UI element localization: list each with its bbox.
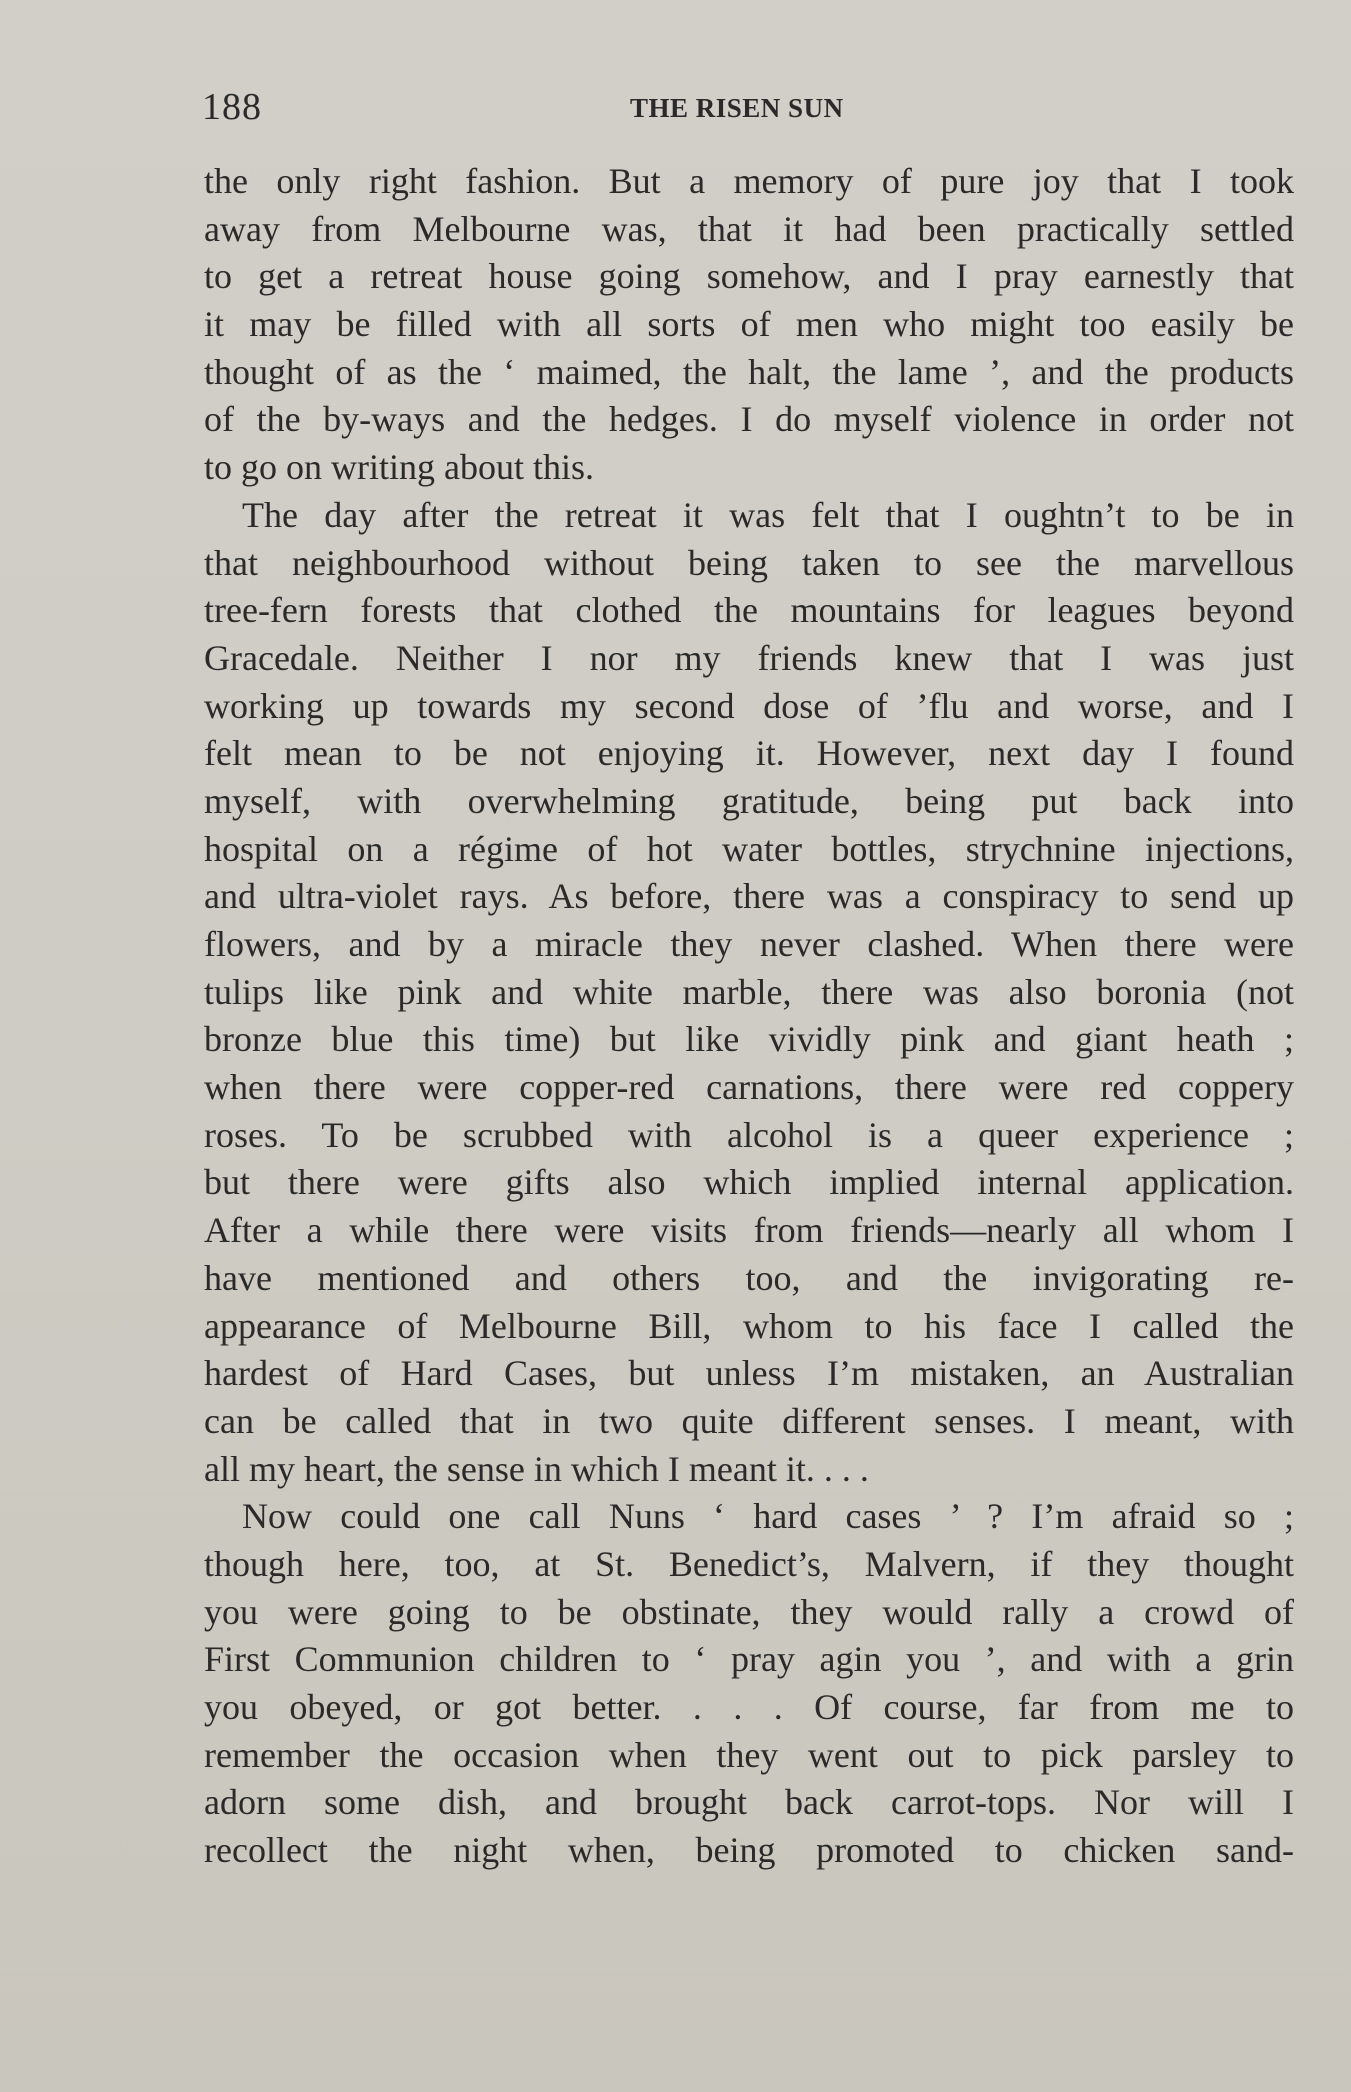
text-line: hardest of Hard Cases, but unless I’m mistaken, an Australian [204, 1353, 1294, 1394]
text-line: have mentioned and others too, and the invigorating re- [204, 1257, 1294, 1298]
text-line: you obeyed, or got better. . . . Of course, far from me to [204, 1687, 1294, 1727]
text-line: First Communion children to ‘ pray agin you ’, and with a grin [204, 1639, 1294, 1680]
text-line: though here, too, at St. Benedict’s, Malvern, if they thought [204, 1543, 1294, 1584]
text-line: all my heart, the sense in which I meant it. . . . [204, 1448, 869, 1489]
text-line: Now could one call Nuns ‘ hard cases ’ ? I’m afraid so ; [242, 1496, 1294, 1537]
text-line: bronze blue this time) but like vividly pink and giant heath ; [204, 1019, 1294, 1060]
text-line: it may be filled with all sorts of men who might too easily be [204, 304, 1294, 345]
text-line: away from Melbourne was, that it had been practically settled [204, 208, 1294, 249]
text-line: The day after the retreat it was felt that I oughtn’t to be in [242, 494, 1294, 535]
running-head [202, 82, 1292, 132]
text-line: thought of as the ‘ maimed, the halt, the lame ’, and the products [204, 351, 1294, 392]
text-line: remember the occasion when they went out to pick parsley to [204, 1734, 1294, 1775]
text-line: tulips like pink and white marble, there was also boronia (not [204, 971, 1294, 1012]
text-line: you were going to be obstinate, they would rally a crowd of [204, 1591, 1294, 1632]
text-line: the only right fashion. But a memory of pure joy that I took [204, 161, 1294, 201]
page-number: 188 [202, 86, 262, 128]
text-line: and ultra-violet rays. As before, there was a conspiracy to send up [204, 876, 1294, 917]
text-line: myself, with overwhelming gratitude, being put back into [204, 780, 1294, 821]
text-line: to go on writing about this. [204, 447, 594, 488]
text-line: that neighbourhood without being taken to see the marvellous [204, 542, 1294, 583]
text-line: working up towards my second dose of ’flu and worse, and I [204, 685, 1294, 726]
text-line: of the by-ways and the hedges. I do myself violence in order not [204, 399, 1294, 440]
text-line: appearance of Melbourne Bill, whom to his face I called the [204, 1305, 1294, 1346]
text-line: but there were gifts also which implied internal application. [204, 1162, 1294, 1203]
text-line: tree-fern forests that clothed the mountains for leagues beyond [204, 590, 1294, 631]
body-text [204, 158, 1294, 1875]
text-line: can be called that in two quite different senses. I meant, with [204, 1400, 1294, 1441]
running-title: THE RISEN SUN [630, 93, 844, 123]
text-line: to get a retreat house going somehow, and I pray earnestly that [204, 256, 1294, 297]
text-line: adorn some dish, and brought back carrot-tops. Nor will I [204, 1782, 1294, 1823]
text-line: recollect the night when, being promoted to chicken sand- [204, 1830, 1294, 1871]
text-line: roses. To be scrubbed with alcohol is a queer experience ; [204, 1114, 1294, 1155]
text-line: felt mean to be not enjoying it. However, next day I found [204, 733, 1294, 774]
text-line: when there were copper-red carnations, there were red coppery [204, 1067, 1294, 1108]
text-line: hospital on a régime of hot water bottles, strychnine injections, [204, 828, 1294, 869]
text-line: flowers, and by a miracle they never clashed. When there were [204, 924, 1294, 964]
text-line: After a while there were visits from friends—nearly all whom I [204, 1210, 1294, 1251]
text-line: Gracedale. Neither I nor my friends knew that I was just [204, 637, 1294, 678]
